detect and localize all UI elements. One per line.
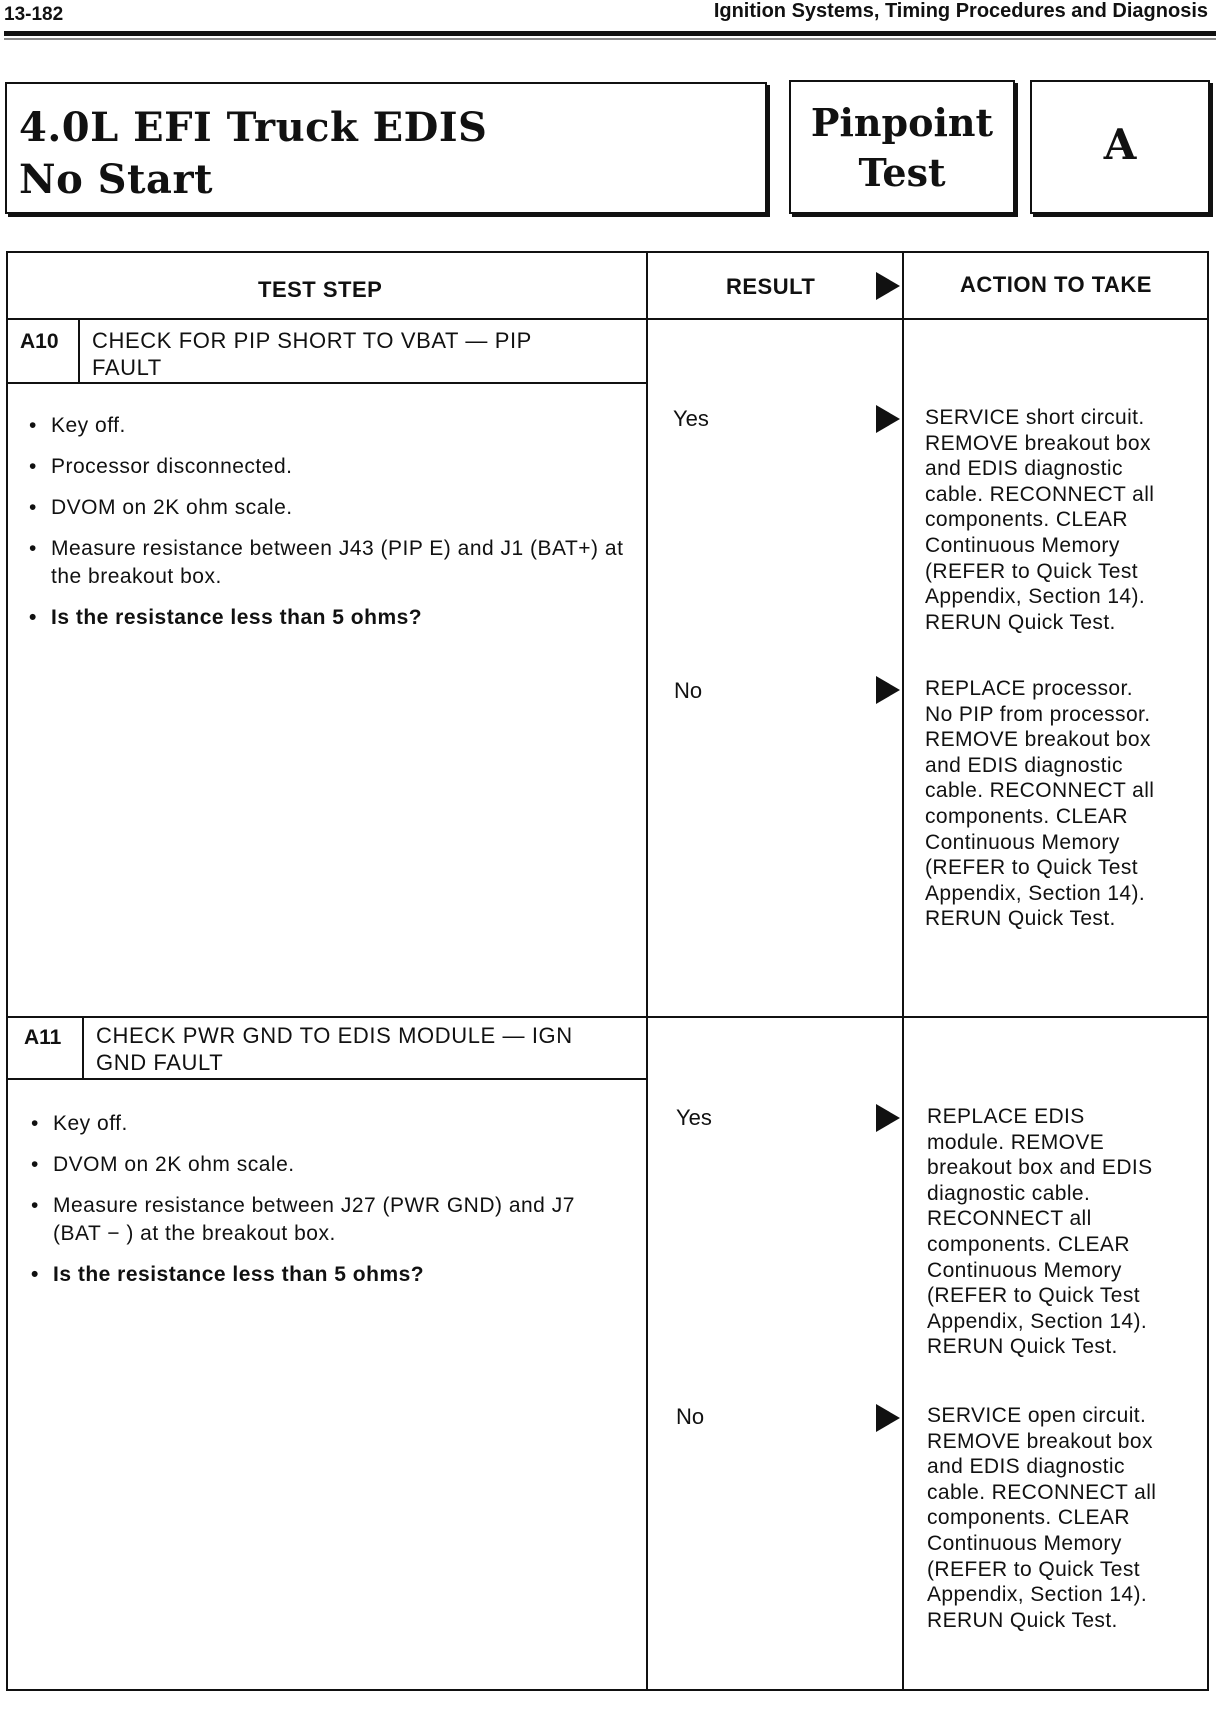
result-arrow-icon [876,1104,900,1132]
step-a11-code-divider [82,1016,84,1080]
step-a10-title-rule [6,382,648,384]
title-box [5,82,767,214]
list-item: • DVOM on 2K ohm scale. [27,1151,627,1179]
step-code: A11 [24,1026,62,1049]
column-header-action: ACTION TO TAKE [960,272,1152,297]
action-text: SERVICE open circuit. REMOVE breakout box and EDIS diagnostic cable. RECONNECT all components. CLEAR Continuous Memory (REFER to Quick Test Appendix, Section 14). RERUN Quick Test. [927,1404,1157,1632]
result-arrow-icon [876,676,900,704]
step-title-line: CHECK FOR PIP SHORT TO VBAT — PIP [92,328,532,353]
header-rule-secondary [4,38,1216,40]
list-item: • Key off. [27,1110,627,1138]
step-divider [6,1016,1209,1018]
step-title [92,327,532,381]
test-letter: A [1103,120,1137,169]
running-title: Ignition Systems, Timing Procedures and Diagnosis [713,0,1208,22]
pinpoint-test-box [789,80,1015,214]
test-letter-box [1030,80,1210,214]
header-row-rule [6,318,1209,320]
pinpoint-label: Pinpoint [810,100,994,145]
action-text: REPLACE EDIS module. REMOVE breakout box and EDIS diagnostic cable. RECONNECT all components. CLEAR Continuous Memory (REFER to Quick Test Appendix, Section 14). RERUN Quick Test. [927,1105,1153,1359]
step-a10-instructions [25,412,625,645]
action-text: REPLACE processor. No PIP from processor. REMOVE breakout box and EDIS diagnostic cable. RECONNECT all components. CLEAR Continuous Memory (REFER to Quick Test Appendix, Section 14). RERUN Quick Test. [925,677,1155,931]
header-rule [4,31,1216,36]
result-arrow-icon [876,272,900,300]
column-header-test-step: TEST STEP [258,277,383,302]
list-item: • DVOM on 2K ohm scale. [25,494,625,522]
step-title [96,1022,573,1076]
step-title-line: GND FAULT [96,1050,224,1075]
column-header-result: RESULT [726,274,816,299]
column-divider-result [646,251,648,1691]
test-label: Test [858,150,946,195]
list-item: • Measure resistance between J43 (PIP E) and J1 (BAT+) at the breakout box. [25,535,625,591]
page-number: 13-182 [4,4,64,25]
step-question: • Is the resistance less than 5 ohms? [27,1261,627,1289]
title-line-1: 4.0L EFI Truck EDIS [19,104,488,151]
result-no: No [674,678,703,703]
result-no: No [676,1404,705,1429]
step-a11-title-rule [6,1078,648,1080]
step-code: A10 [20,330,59,353]
list-item: • Measure resistance between J27 (PWR GND) and J7 (BAT − ) at the breakout box. [27,1192,627,1248]
result-arrow-icon [876,1404,900,1432]
column-divider-action [902,251,904,1691]
action-text: SERVICE short circuit. REMOVE breakout box and EDIS diagnostic cable. RECONNECT all components. CLEAR Continuous Memory (REFER to Quick Test Appendix, Section 14). RERUN Quick Test. [925,406,1155,634]
step-title-line: FAULT [92,355,162,380]
title-line-2: No Start [19,156,213,203]
list-item: • Processor disconnected. [25,453,625,481]
step-a10-code-divider [78,318,80,384]
step-a11-instructions [27,1110,627,1302]
step-title-line: CHECK PWR GND TO EDIS MODULE — IGN [96,1023,573,1048]
result-yes: Yes [676,1105,712,1130]
result-yes: Yes [673,406,709,431]
result-arrow-icon [876,405,900,433]
step-question: • Is the resistance less than 5 ohms? [25,604,625,632]
list-item: • Key off. [25,412,625,440]
